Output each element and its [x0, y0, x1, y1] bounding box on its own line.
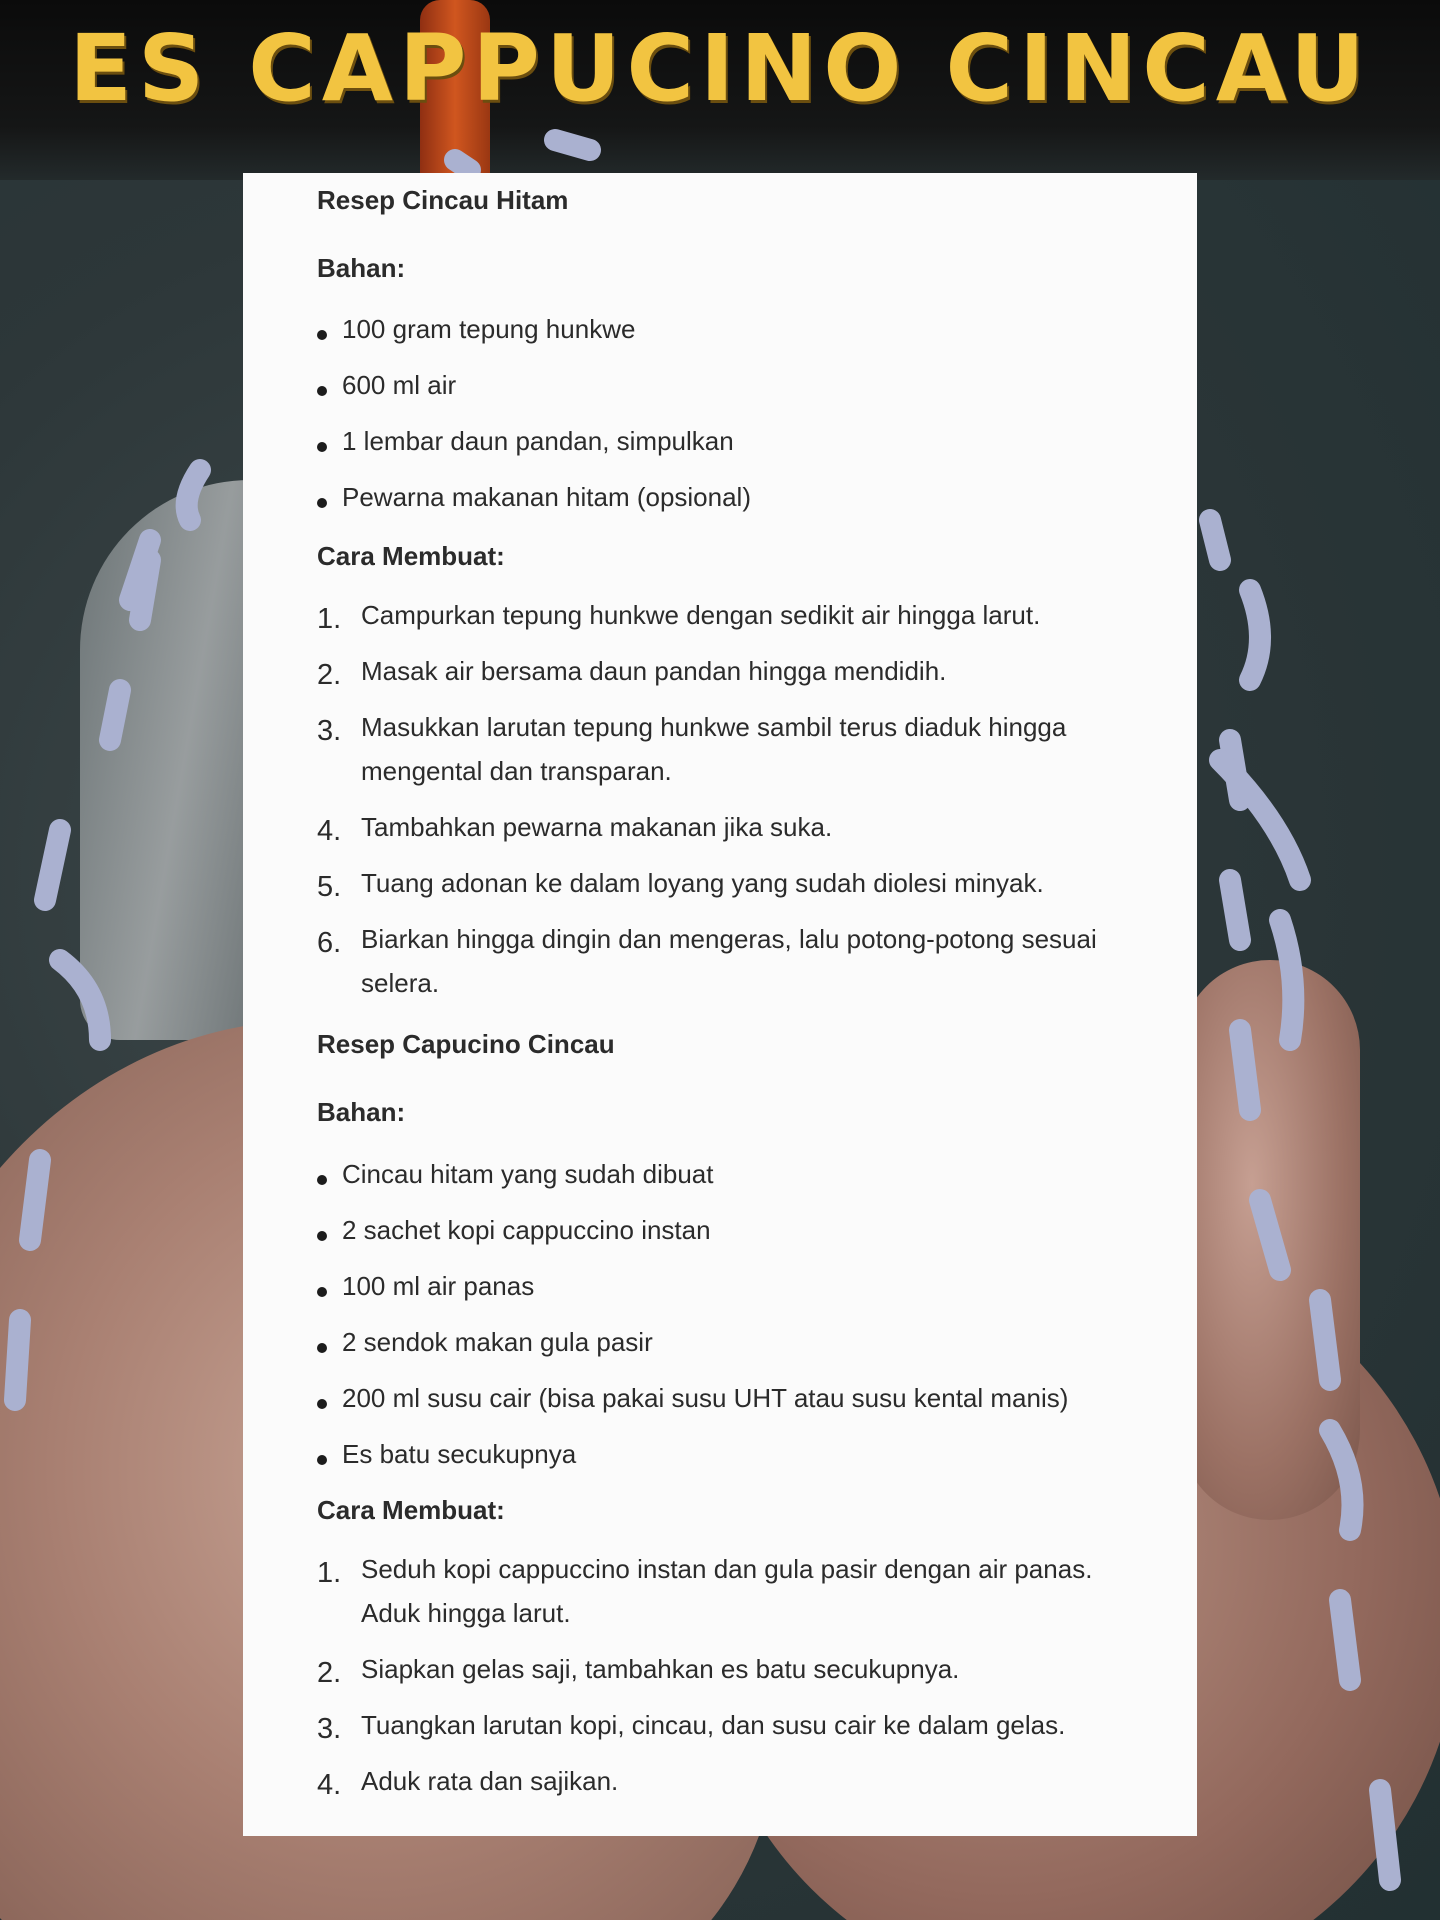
list-item: [317, 1759, 1147, 1815]
list-item: [317, 1547, 1147, 1647]
page-title: ES CAPPUCINO CINCAU: [69, 15, 1371, 122]
list-item: [317, 805, 1147, 861]
list-item: 1 lembar daun pandan, simpulkan: [317, 425, 1147, 481]
list-item: 100 ml air panas: [317, 1270, 1147, 1326]
list-item: 2 sendok makan gula pasir: [317, 1326, 1147, 1382]
list-item: [317, 649, 1147, 705]
ingredients-label: Bahan:: [317, 253, 406, 283]
list-item: Es batu secukupnya: [317, 1438, 1147, 1494]
steps-label: Cara Membuat:: [317, 541, 505, 571]
step-text: Tuangkan larutan kopi, cincau, dan susu cair ke dalam gelas.: [361, 1710, 1066, 1740]
list-item: [317, 917, 1147, 1017]
step-list: [317, 1547, 1147, 1815]
step-number: 1.: [317, 603, 342, 635]
step-text: Biarkan hingga dingin dan mengeras, lalu potong-potong sesuai selera.: [361, 924, 1097, 998]
ingredient-list: [317, 313, 1147, 537]
step-text: Masukkan larutan tepung hunkwe sambil terus diaduk hingga mengental dan transparan.: [361, 712, 1067, 786]
list-item: 600 ml air: [317, 369, 1147, 425]
recipe-heading-cincau-hitam: Resep Cincau Hitam: [317, 185, 569, 215]
step-number: 3.: [317, 715, 342, 747]
step-text: Siapkan gelas saji, tambahkan es batu secukupnya.: [361, 1654, 960, 1684]
list-item: Cincau hitam yang sudah dibuat: [317, 1158, 1147, 1214]
step-text: Masak air bersama daun pandan hingga mendidih.: [361, 656, 947, 686]
list-item: 100 gram tepung hunkwe: [317, 313, 1147, 369]
step-number: 6.: [317, 927, 342, 959]
step-number: 4.: [317, 1769, 342, 1801]
step-text: Tambahkan pewarna makanan jika suka.: [361, 812, 833, 842]
list-item: [317, 705, 1147, 805]
list-item: [317, 1647, 1147, 1703]
step-number: 3.: [317, 1713, 342, 1745]
ingredient-list: [317, 1158, 1147, 1494]
list-item: [317, 861, 1147, 917]
step-number: 2.: [317, 1657, 342, 1689]
steps-label: Cara Membuat:: [317, 1495, 505, 1525]
recipe-heading-capucino-cincau: Resep Capucino Cincau: [317, 1029, 615, 1059]
ingredients-label: Bahan:: [317, 1097, 406, 1127]
step-text: Campurkan tepung hunkwe dengan sedikit air hingga larut.: [361, 600, 1041, 630]
list-item: [317, 1703, 1147, 1759]
list-item: [317, 593, 1147, 649]
step-text: Aduk rata dan sajikan.: [361, 1766, 619, 1796]
step-number: 2.: [317, 659, 342, 691]
recipe-card: [243, 173, 1197, 1836]
list-item: 200 ml susu cair (bisa pakai susu UHT atau susu kental manis): [317, 1382, 1147, 1438]
step-number: 1.: [317, 1557, 342, 1589]
step-text: Tuang adonan ke dalam loyang yang sudah diolesi minyak.: [361, 868, 1044, 898]
list-item: Pewarna makanan hitam (opsional): [317, 481, 1147, 537]
list-item: 2 sachet kopi cappuccino instan: [317, 1214, 1147, 1270]
step-number: 5.: [317, 871, 342, 903]
step-list: [317, 593, 1147, 1017]
step-text: Seduh kopi cappuccino instan dan gula pasir dengan air panas. Aduk hingga larut.: [361, 1554, 1093, 1628]
step-number: 4.: [317, 815, 342, 847]
